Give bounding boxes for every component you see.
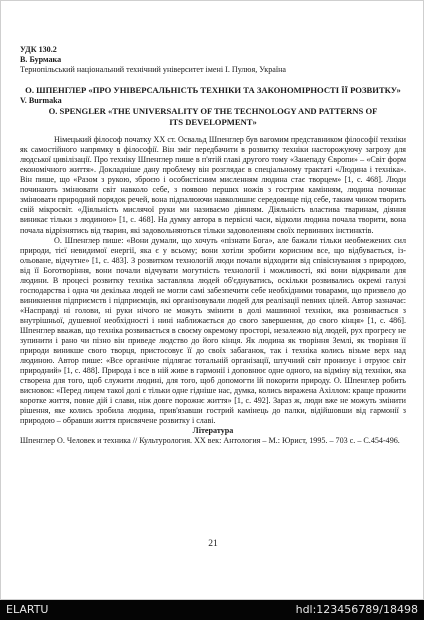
title-english: O. SPENGLER «THE UNIVERSALITY OF THE TECHNOLOGY AND PATTERNS OF ITS DEVELOPMENT» [48,106,378,127]
handle-identifier[interactable]: hdl:123456789/18498 [295,603,418,616]
literature-heading: Література [192,426,234,436]
udk-code: УДК 130.2 [20,45,57,54]
title-ukrainian: О. ШПЕНГЛЕР «ПРО УНІВЕРСАЛЬНІСТЬ ТЕХНІКИ ТА ЗАКОНОМІРНОСТІ ЇЇ РОЗВИТКУ» [25,85,401,96]
author-english: V. Burmaka [20,96,62,106]
reference-item: Шпенглер О. Человек и техника // Культурология. ХХ век: Антология – М.: Юрист, 1995. – 703 с. – С.454-496. [20,436,400,446]
author-affiliation: Тернопільський національний технічний університет імені І. Пулюя, Україна [20,65,287,75]
status-bar [0,600,424,620]
document-page [20,45,406,447]
article-body [20,135,406,426]
paragraph-2: О. Шпенглер пише: «Вони думали, що хочуть «пізнати Бога», але бажали тільки необмежених сил природи, тієї невидимої енергії, яка є у всьому; вони хотіли зробити корисним все, що відбувається, із-ольоване, відчутне» [1, с. 483]. З розвитком технологій люди почали відходити від співіснування з природою, від її Боготворіння, вони почали відчувати могутність технології і можливості, які вони відкривали для людини. В процесі розвитку техніка заставляла людей об'єднуватись, оскільки розвивались окремі галузі господарства і одна чи декілька людей не могли самі забезпечити себе необхідними товарами, що призвело до виникнення підприємств і підприємців, які організовували людей для реалізації певних цілей. Автор зазначає: «Насправді ні голови, ні руки нічого не можуть змінити в долі машинної техніки, яка розвивається з внутрішньої, душевної необхідності і нині наближається до свого завершення, до свого кінця» [1, с. 486]. Шпенглер вважав, що техніка розвивається в своєму окремому просторі, незалежно від людей, рух прогресу не зупинити і рано чи пізно він приведе людство до його кінця. Як людина як творіння Землі, як творіння її природи виникше свого творця, пристосовує її до своїх забаганок, так і техніка колись візьме верх над людиною. Автор пише: «Все органічне підлягає тотальній організації, штучний світ пронизує і отруює світ природний» [1, с. 488]. Природа і все в ній живе в гармонії і доповнює одне одного, на відміну від техніки, яка створена для того, щоб служити людині, для того, щоб допомогти їй покорити природу. О. Шпенглер робить висновок: «Перед лицем такої долі є тільки одне гідніше нас, думка, колись виражена Ахіллом: краще прожити коротке життя, повне дій і слави, ніж довге порожнє життя» [1, с. 492]. Зараз ж, люди вже не можуть змінити рішення, яке колись зробила людина, прив'язавши гострий камінець до палки, відійшовши від гармонії з природою – обравши життя присвячене розвитку і славі. [20,235,406,426]
page-number: 21 [208,539,218,549]
repository-label: ELARTU [6,603,49,616]
paragraph-1: Німецький філософ початку ХХ ст. Освальд Шпенглер був вагомим представником філософії техніки як самостійного напрямку в філософії. Він зміг передбачити в розвитку техніки насторожуючу загрозу для людської цивілізації. Про техніку Шпенглер пише в п'ятій главі другого тому «Занепаду Європи» – «Світ форм економічного життя». Докладніше дану проблему він розглядає в спеціальному трактаті «Людина і техніка». Він пише, що «Разом з рукою, зброєю і особистісним мисленням людина стає творцем» [1, с. 468]. Люди починають змінювати світ навколо себе, з появою перших ножів з гострим камінням, людина починає змінювати природний порядок речей, вона підпалюючи навколишнє середовище під себе, таким чином творить свій мікросвіт. «Діяльність мислячої руки ми називаємо діянням. Діяльність властива тваринам, діяння виникає тільки з людиною» [1, с. 468]. На думку автора в первісні часи, відколи людина почала творити, вона почала відрізнятись від тварин, які задовольняються тільки задоволенням своїх первинних інстинктів. [20,135,406,235]
author-ukrainian: В. Бурмака [20,55,62,65]
